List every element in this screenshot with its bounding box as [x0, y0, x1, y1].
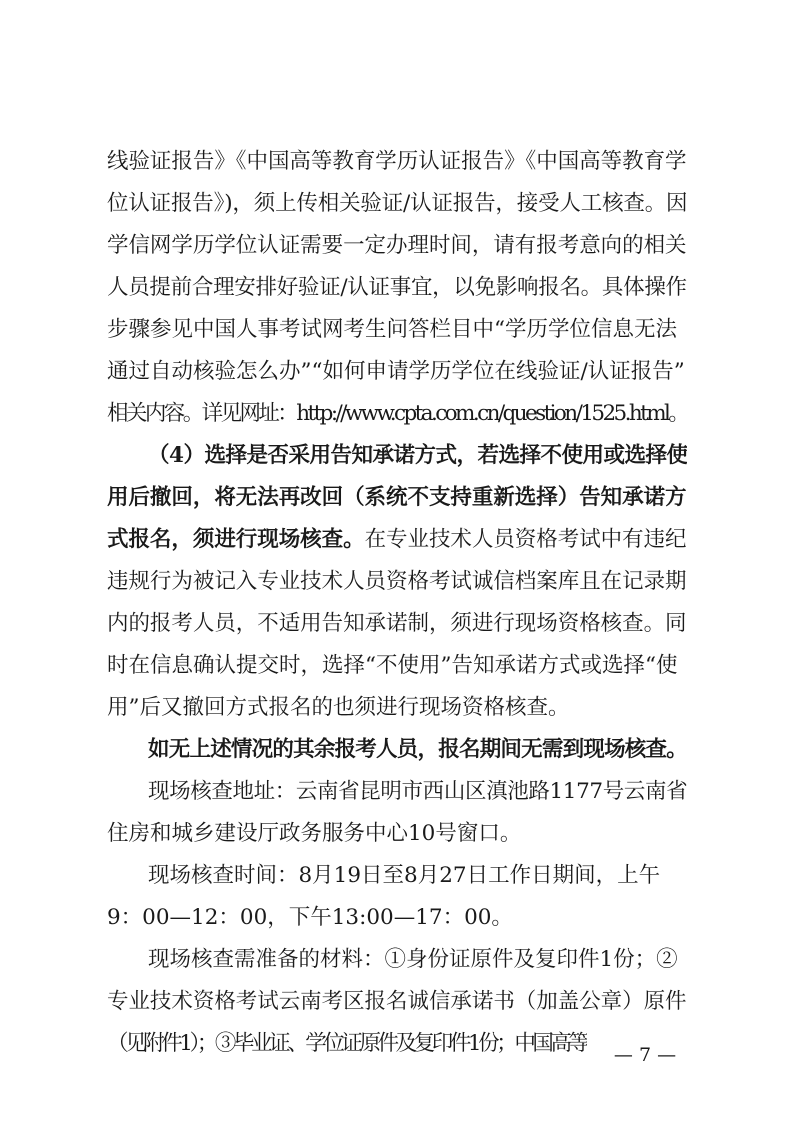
text-segment: 位认证报告》)，须上传相关验证/认证报告，接受人工核查。因 [107, 191, 687, 216]
text-line-3 [107, 229, 687, 263]
text-segment: （见附件1）；③毕业证、学位证原件及复印件1份；中国高等 [107, 1031, 587, 1056]
text-line-13 [107, 649, 687, 683]
text-segment: 学信网学历学位认证需要一定办理时间，请有报考意向的相关 [107, 233, 687, 258]
text-segment: 在专业技术人员资格考试中有违纪 [364, 527, 687, 552]
text-line-14 [107, 691, 687, 725]
text-line-4 [107, 271, 687, 305]
text-line-11 [107, 565, 687, 599]
text-line-9 [107, 481, 687, 515]
text-line-18 [148, 859, 687, 893]
text-segment: 通过自动核验怎么办”“如何申请学历学位在线验证/认证报告” [107, 359, 685, 384]
text-line-17 [107, 817, 687, 851]
bold-text-segment: 用后撤回，将无法再改回（系统不支持重新选择）告知承诺方 [107, 485, 687, 510]
text-segment: 人员提前合理安排好验证/认证事宜，以免影响报名。具体操作 [107, 275, 687, 300]
text-segment: 住房和城乡建设厅政务服务中心10号窗口。 [107, 821, 522, 846]
text-line-1 [107, 145, 687, 179]
text-segment: 现场核查需准备的材料：①身份证原件及复印件1份；② [148, 947, 678, 972]
text-segment: 现场核查时间：8月19日至8月27日工作日期间，上午 [148, 863, 661, 888]
text-line-15 [148, 733, 687, 767]
text-line-20 [148, 943, 687, 977]
text-segment: 步骤参见中国人事考试网考生问答栏目中“学历学位信息无法 [107, 317, 677, 342]
text-segment: 9：00—12：00，下午13:00—17：00。 [107, 905, 513, 930]
bold-text-segment: 式报名，须进行现场核查。 [107, 527, 365, 552]
text-line-19 [107, 901, 687, 935]
text-line-5 [107, 313, 687, 347]
text-segment: 专业技术资格考试云南考区报名诚信承诺书（加盖公章）原件 [107, 989, 687, 1014]
text-segment: 现场核查地址：云南省昆明市西山区滇池路1177号云南省 [148, 779, 687, 804]
text-segment: 用”后又撤回方式报名的也须进行现场资格核查。 [107, 695, 570, 720]
bold-text-segment: （4）选择是否采用告知承诺方式，若选择不使用或选择使 [148, 443, 687, 468]
text-line-8 [148, 439, 687, 473]
text-segment: 线验证报告》《中国高等教育学历认证报告》《中国高等教育学 [107, 149, 687, 174]
text-line-2 [107, 187, 687, 221]
text-line-22 [107, 1027, 587, 1061]
text-line-21 [107, 985, 687, 1019]
page-number: — 7 — [613, 1044, 677, 1066]
text-line-12 [107, 607, 687, 641]
text-line-6 [107, 355, 687, 389]
text-segment: 内的报考人员，不适用告知承诺制，须进行现场资格核查。同 [107, 611, 687, 636]
text-line-7 [107, 397, 687, 431]
text-line-16 [148, 775, 687, 809]
text-line-10 [107, 523, 687, 557]
bold-text-segment: 如无上述情况的其余报考人员，报名期间无需到现场核查。 [148, 737, 687, 762]
text-segment: 违规行为被记入专业技术人员资格考试诚信档案库且在记录期 [107, 569, 687, 594]
text-segment: 相关内容。详见网址：http://www.cpta.com.cn/question/1525.html。 [107, 401, 687, 426]
text-segment: 时在信息确认提交时，选择“不使用”告知承诺方式或选择“使 [107, 653, 678, 678]
